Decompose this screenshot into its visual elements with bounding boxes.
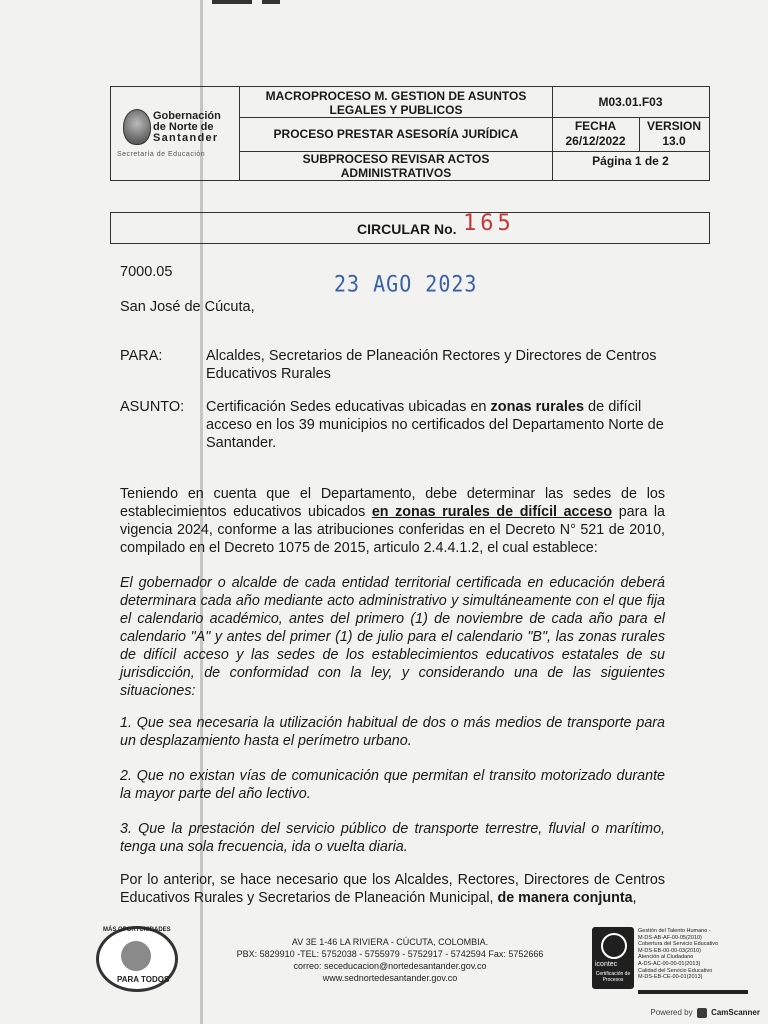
seal-emblem-icon	[121, 941, 151, 971]
closing-paragraph: Por lo anterior, se hace necesario que los Alcaldes, Rectores, Directores de Centros Educativos Rurales y Secretarios de Planeación Municipal, de manera conjunta,	[120, 872, 665, 906]
document-code: M03.01.F03	[598, 95, 663, 109]
gobernacion-logo	[117, 105, 237, 163]
footer-email: correo: seceducacion@nortedesantander.gov.co	[293, 961, 487, 971]
condition-item-3: 3. Que la prestación del servicio público de transporte terrestre, fluvial o marítimo, tenga una sola frecuencia, ida o vuelta diaria.	[120, 821, 665, 855]
footer-website: www.sednortedesantander.gov.co	[322, 973, 458, 983]
footer-bar	[638, 990, 748, 994]
condition-item-1: 1. Que sea necesaria la utilización habitual de dos o más medios de transporte para un desplazamiento hasta el perímetro urbano.	[120, 715, 665, 749]
proceso-title: PROCESO PRESTAR ASESORÍA JURÍDICA	[273, 127, 519, 141]
document-header-table	[110, 86, 710, 181]
asunto-label: ASUNTO:	[120, 399, 185, 415]
logo-name: Gobernación de Norte de Santander	[153, 110, 221, 144]
scan-edge-mark	[262, 0, 280, 4]
reference-code: 7000.05	[120, 264, 173, 280]
icontec-ring-icon	[601, 933, 627, 959]
para-label: PARA:	[120, 348, 163, 364]
para-text: Alcaldes, Secretarios de Planeación Rectores y Directores de Centros Educativos Rurales	[206, 348, 657, 382]
mas-oportunidades-seal: MÁS OPORTUNIDADES PARA TODOS	[96, 926, 178, 992]
camscanner-watermark: Powered by CamScanner	[650, 1008, 760, 1018]
certification-list: Gestión del Talento Humano - M-DS-AB-AF-00-05(2010) Cobertura del Servicio Educativo M-DS-EB-00-00-03(2010) Atención al Ciudadano A-DS-AC-00-00-01(2013) Calidad del Servicio Educativo M-DS-EB-CE-00-01(2013)	[638, 928, 719, 981]
subproceso-title: SUBPROCESO REVISAR ACTOS ADMINISTRATIVOS	[302, 152, 490, 180]
version-label: VERSION	[646, 119, 701, 133]
icontec-certification-logo: icontec Certificación de Procesos	[592, 927, 634, 989]
circular-number: 165	[463, 211, 515, 236]
date-stamp: 23 AGO 2023	[334, 270, 478, 298]
crest-icon	[123, 109, 151, 145]
circular-label: CIRCULAR No.	[357, 221, 457, 237]
footer-phones: PBX: 5829910 -TEL: 5752038 - 5755979 - 5752917 - 5742594 Fax: 5752666	[236, 949, 544, 959]
logo-subtitle: Secretaría de Educación	[117, 151, 206, 158]
fecha-label: FECHA	[574, 119, 617, 133]
fecha-value: 26/12/2022	[565, 134, 626, 148]
condition-item-2: 2. Que no existan vías de comunicación que permitan el transito motorizado durante la mayor parte del año lectivo.	[120, 768, 665, 802]
page-number: Página 1 de 2	[592, 154, 669, 168]
camscanner-icon	[697, 1008, 707, 1018]
intro-paragraph: Teniendo en cuenta que el Departamento, debe determinar las sedes de los establecimientos educativos ubicados en zonas rurales de difícil acceso para la vigencia 2024, conforme a las atribuciones conferidas en el Decreto N° 521 de 2010, compilado en el Decreto 1075 de 2015, articulo 2.4.4.1.2, el cual establece:	[120, 486, 666, 556]
footer-address: AV 3E 1-46 LA RIVIERA - CÚCUTA, COLOMBIA.	[291, 937, 489, 947]
decree-quote: El gobernador o alcalde de cada entidad territorial certificada en educación deberá determinara cada año mediante acto administrativo y simultáneamente con el que fija el calendario académico, antes del primero (1) de noviembre de cada año para el calendario "A" y antes del primer (1) de julio para el calendario "B", las zonas rurales de difícil acceso y las sedes de los establecimientos educativos estatales de su jurisdicción, de conformidad con la ley, y considerando una de las siguientes situaciones:	[120, 575, 665, 699]
scan-edge-mark	[212, 0, 252, 4]
version-value: 13.0	[662, 134, 686, 148]
circular-box	[110, 212, 710, 244]
asunto-text: Certificación Sedes educativas ubicadas en zonas rurales de difícil acceso en los 39 municipios no certificados del Departamento Norte de Santander.	[206, 399, 664, 451]
macroproceso-title: MACROPROCESO M. GESTION DE ASUNTOS LEGALES Y PUBLICOS	[265, 89, 527, 117]
place: San José de Cúcuta,	[120, 299, 255, 315]
